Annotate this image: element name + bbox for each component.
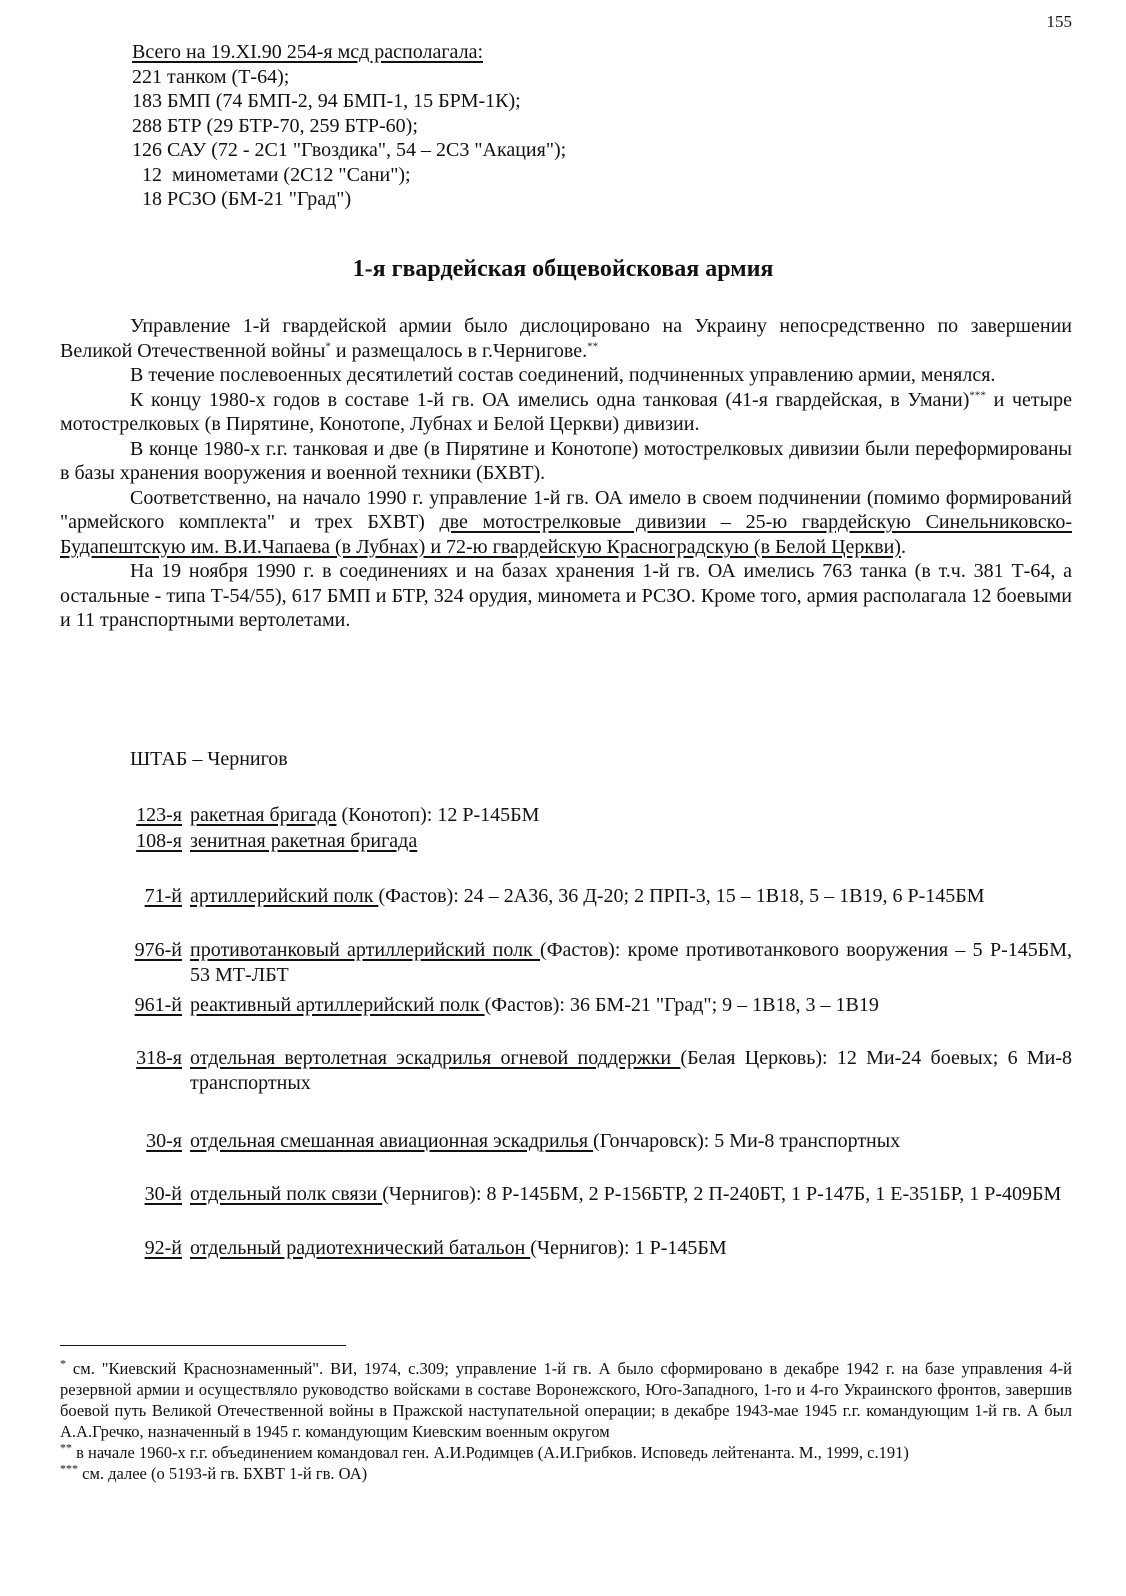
unit-details: (Чернигов): 8 Р-145БМ, 2 Р-156БТР, 2 П-240БТ, 1 Р-147Б, 1 Е-351БР, 1 Р-409БМ [382,1183,1062,1205]
unit-name: отдельная вертолетная эскадрилья огневой поддержки [190,1047,681,1069]
divisions-underlined: две мотострелковые дивизии – 25-ю гвардейскую Синельниковско-Будапештскую им. В.И.Чапаева (в Лубнах) и 72-ю гвардейскую Красноградскую (в Белой Церкви) [60,511,1072,558]
unit-details: (Фастов): кроме противотанкового вооружения – 5 Р-145БМ, 53 МТ-ЛБТ [190,939,1072,986]
unit-details: (Конотоп): 12 Р-145БМ [336,804,540,826]
paragraph-5: Соответственно, на начало 1990 г. управление 1-й гв. ОА имело в своем подчинении (помимо формирований "армейского комплекта" и трех БХВТ) две мотострелковые дивизии – 25-ю гвардейскую Синельниковско-Будапештскую им. В.И.Чапаева (в Лубнах) и 72-ю гвардейскую Красноградскую (в Белой Церкви). [60,486,1072,558]
unit-row [60,829,1072,854]
paragraph-3: К концу 1980-х годов в составе 1-й гв. ОА имелись одна танковая (41-я гвардейская, в Умани)*** и четыре мотострелковых (в Пирятине, Конотопе, Лубнах и Белой Церкви) дивизии. [60,388,1072,435]
paragraph-1: Управление 1-й гвардейской армии было дислоцировано на Украину непосредственно по завершении Великой Отечественной войны* и размещалось в г.Чернигове.** [60,315,1072,362]
unit-row [60,1046,1072,1095]
unit-details: (Чернигов): 1 Р-145БМ [530,1237,727,1259]
unit-number: 30-я [146,1130,182,1152]
unit-name: отдельный радиотехнический батальон [190,1237,531,1259]
section-title: 1-я гвардейская общевойсковая армия [352,256,774,282]
unit-details: (Фастов): 36 БМ-21 "Град"; 9 – 1В18, 3 – 1В19 [484,994,879,1016]
footnote-mark-2: ** [587,339,599,352]
unit-name: ракетная бригада [190,804,337,826]
unit-number: 976-й [134,939,182,961]
unit-row [60,1129,1072,1154]
summary-item-bmp: 183 БМП (74 БМП-2, 94 БМП-1, 15 БРМ-1К); [132,90,521,112]
unit-number: 108-я [136,830,182,852]
unit-number: 71-й [144,885,182,907]
unit-row [60,803,1072,828]
footnotes [60,1358,1072,1484]
paragraph-6: На 19 ноября 1990 г. в соединениях и на базах хранения 1-й гв. ОА имелись 763 танка (в т.ч. 381 Т-64, а остальные - типа Т-54/55), 617 БМП и БТР, 324 орудия, миномета и РСЗО. Кроме того, армия располагала 12 боевыми и 11 транспортными вертолетами. [60,560,1072,631]
unit-name: отдельный полк связи [190,1183,383,1205]
unit-name: отдельная смешанная авиационная эскадрилья [190,1130,594,1152]
footnote-divider [60,1345,346,1346]
unit-number: 92-й [144,1237,182,1259]
footnote-2: ** в начале 1960-х г.г. объединением командовал ген. А.И.Родимцев (А.И.Грибков. Исповедь лейтенанта. М., 1999, с.191) [60,1440,909,1462]
unit-row [60,1236,1072,1261]
summary-item-mortars: 12 минометами (2С12 "Сани"); [132,163,411,186]
unit-name: реактивный артиллерийский полк [190,994,485,1016]
division-summary [132,40,566,212]
footnote-3: *** см. далее (о 5193-й гв. БХВТ 1-й гв. ОА) [60,1461,368,1483]
unit-row [60,1182,1072,1207]
unit-name: зенитная ракетная бригада [190,830,418,852]
paragraph-4: В конце 1980-х г.г. танковая и две (в Пирятине и Конотопе) мотострелковых дивизии были переформированы в базы хранения вооружения и военной техники (БХВТ). [60,437,1072,484]
unit-number: 30-й [144,1183,182,1205]
staff-location: ШТАБ – Чернигов [130,748,288,770]
unit-name: противотанковый артиллерийский полк [190,939,541,961]
unit-row [60,884,1072,909]
unit-details: (Фастов): 24 – 2А36, 36 Д-20; 2 ПРП-3, 15 – 1В18, 5 – 1В19, 6 Р-145БМ [378,885,985,907]
body-text [60,314,1072,633]
page-number: 155 [1046,12,1072,31]
summary-item-tanks: 221 танком (Т-64); [132,65,290,88]
summary-heading: Всего на 19.XI.90 254-я мсд располагала: [132,41,484,63]
footnote-mark-1: * [325,339,331,352]
unit-name: артиллерийский полк [190,885,379,907]
unit-details: (Белая Церковь): 12 Ми-24 боевых; 6 Ми-8 транспортных [190,1047,1072,1094]
summary-item-btr: 288 БТР (29 БТР-70, 259 БТР-60); [132,114,418,137]
paragraph-2: В течение послевоенных десятилетий состав соединений, подчиненных управлению армии, менялся. [130,364,996,386]
footnote-1: * см. "Киевский Краснознаменный". ВИ, 1974, с.309; управление 1-й гв. А было сформировано в декабре 1942 г. на базе управления 4-й резервной армии и осуществляло руководство войсками в составе Воронежского, Юго-Западного, 1-го и 4-го Украинского фронтов, завершив боевой путь Великой Отечественной войны в Пражской наступательной операции; в декабре 1943-мае 1945 г.г. командующим 1-й гв. А был А.А.Гречко, назначенный в 1945 г. командующим Киевским военным округом [60,1356,1072,1441]
unit-details: (Гончаровск): 5 Ми-8 транспортных [593,1130,901,1152]
unit-row [60,938,1072,987]
unit-number: 318-я [136,1047,182,1069]
summary-item-mlrs: 18 РСЗО (БМ-21 "Град") [132,188,352,210]
footnote-mark-3: *** [969,388,986,401]
unit-number: 961-й [134,994,182,1016]
summary-item-sau: 126 САУ (72 - 2С1 "Гвоздика", 54 – 2С3 "Акация"); [132,139,567,161]
unit-number: 123-я [136,804,182,826]
unit-row [60,993,1072,1018]
